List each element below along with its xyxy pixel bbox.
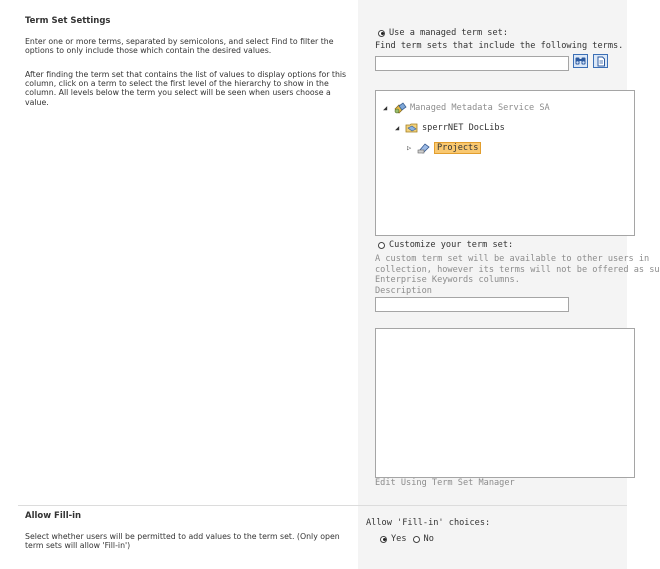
allow-fill-in-title: Allow Fill-in [25,511,82,521]
fill-in-yes-option[interactable] [380,534,407,544]
tree-node-group[interactable] [395,122,505,134]
managed-term-set-label: Use a managed term set: [389,28,508,38]
term-set-settings-title: Term Set Settings [25,16,111,26]
tree-node-group-label: sperrNET DocLibs [422,123,505,133]
fill-in-choices-label: Allow 'Fill-in' choices: [366,518,491,528]
collapse-arrow-icon[interactable]: ◢ [395,124,400,132]
browse-button[interactable] [593,54,608,68]
term-set-icon [417,142,431,154]
expand-arrow-icon[interactable]: ▷ [407,144,412,152]
term-set-tree [375,90,635,236]
allow-fill-in-description: Select whether users will be permitted to add values to the term set. (Only open term sets will allow 'Fill-in') [25,532,340,551]
edit-term-set-manager-link[interactable]: Edit Using Term Set Manager [375,478,515,488]
find-button[interactable] [573,54,588,68]
tree-node-service-label: Managed Metadata Service SA [410,103,550,113]
custom-term-set-radio[interactable] [378,242,385,249]
fill-in-options [380,534,434,544]
tree-node-term-set[interactable] [407,142,481,154]
term-set-settings-description: Enter one or more terms, separated by semicolons, and select Find to filter the options to only include those which contain the desired values. [25,37,334,56]
metadata-service-icon [393,102,407,114]
term-search-input[interactable] [375,56,569,71]
binoculars-icon [575,56,586,66]
collapse-arrow-icon[interactable]: ◢ [383,104,388,112]
fill-in-no-option[interactable] [413,534,434,544]
custom-note-line-2: collection, however its terms will not be offered as su [375,264,660,275]
tree-node-service[interactable] [383,102,550,114]
custom-terms-editor[interactable] [375,328,635,478]
description-input[interactable] [375,297,569,312]
custom-note-line-3: Enterprise Keywords columns. [375,275,520,285]
fill-in-no-radio[interactable] [413,536,420,543]
custom-term-set-note [375,254,660,286]
tree-node-term-set-label: Projects [434,142,481,154]
custom-note-line-1: A custom term set will be available to other users in [375,254,650,264]
find-terms-label: Find term sets that include the following terms. [375,41,624,51]
browse-icon [596,56,606,67]
custom-term-set-label: Customize your term set: [389,240,514,250]
fill-in-yes-radio[interactable] [380,536,387,543]
section-divider [18,505,627,506]
managed-term-set-radio[interactable] [378,30,385,37]
custom-term-set-option[interactable] [378,240,513,250]
term-group-icon [405,122,419,134]
fill-in-no-label: No [423,534,434,544]
fill-in-yes-label: Yes [391,534,407,544]
managed-term-set-option[interactable] [378,28,508,38]
description-label: Description [375,286,432,296]
term-set-settings-description-2: After finding the term set that contains the list of values to display options for this column, click on a term to select the first level of the hierarchy to show in the column. All levels below the term you select will be seen when users choose a value. [25,70,347,107]
